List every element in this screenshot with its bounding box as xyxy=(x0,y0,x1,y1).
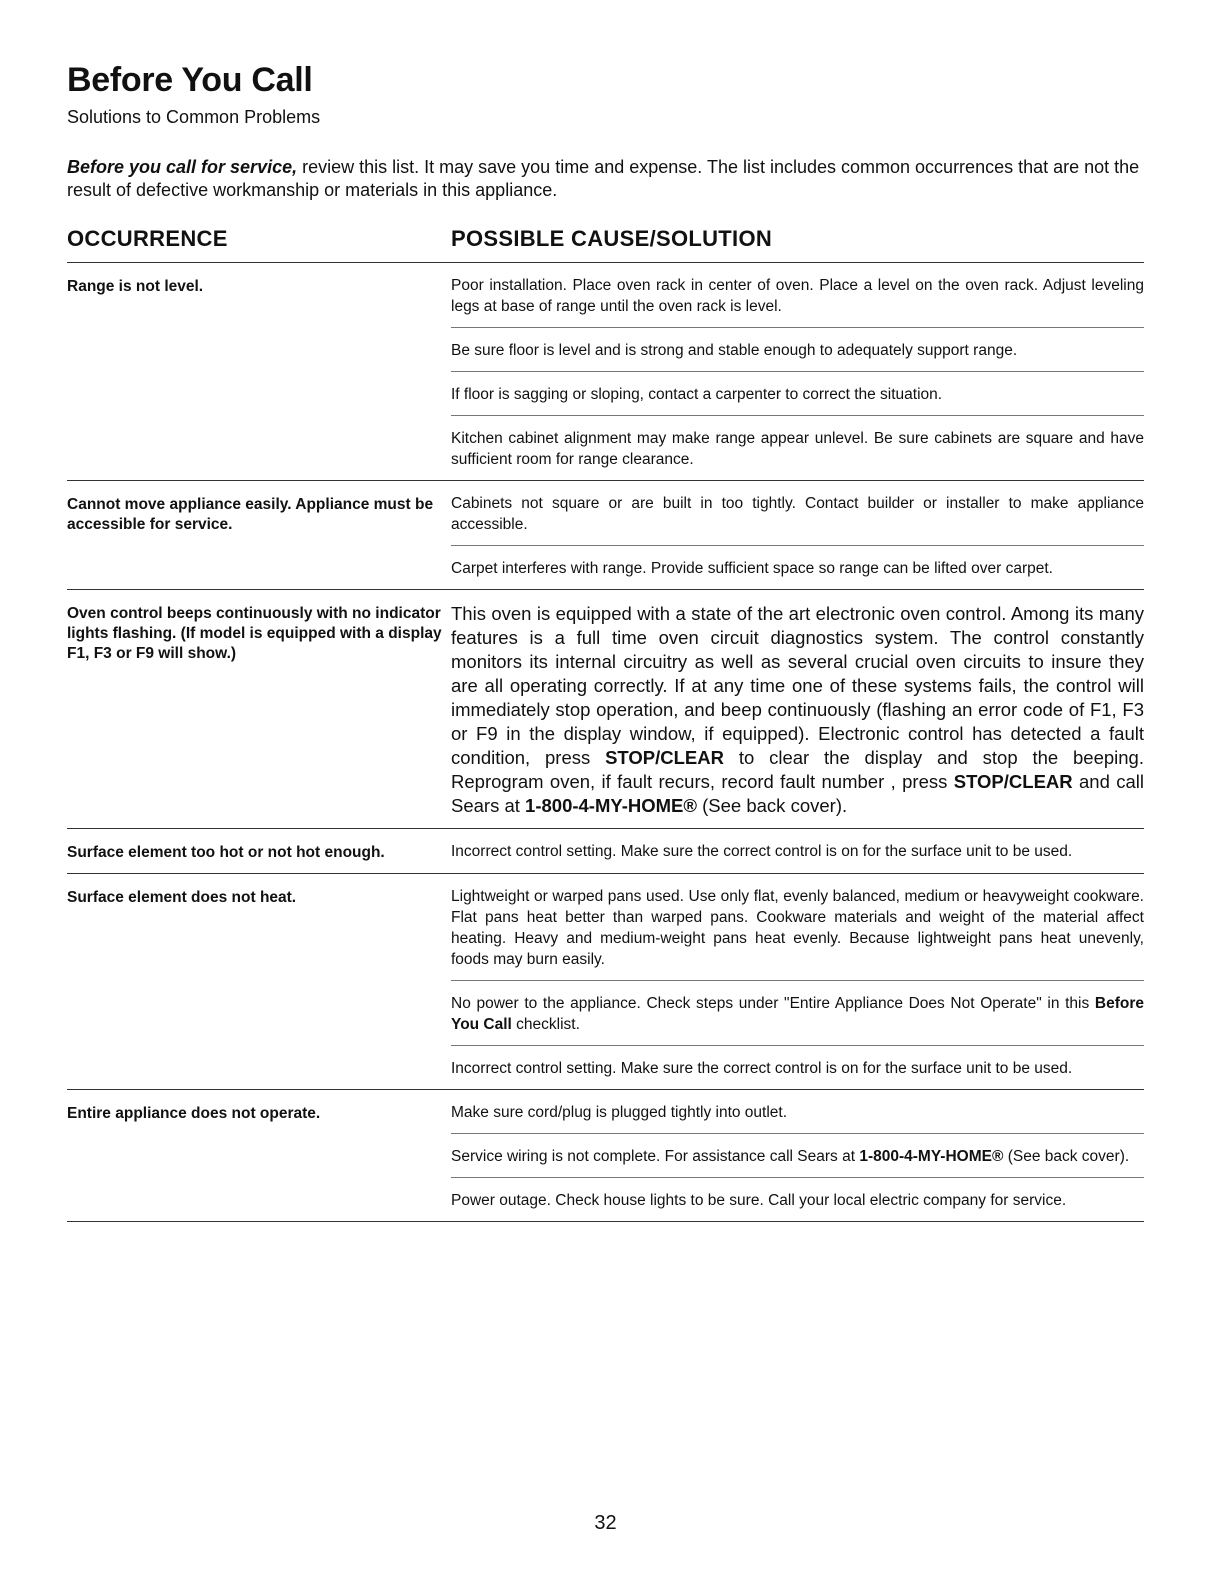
table-row xyxy=(67,829,1144,874)
occurrence-label: Oven control beeps continuously with no indicator lights flashing. (If model is equipped with a display F1, F3 or F9 will show.) xyxy=(67,605,442,662)
emphasis-text: Before You Call xyxy=(451,995,1144,1033)
occurrence-column-heading: OCCURRENCE xyxy=(67,226,228,251)
solution-item: Carpet interferes with range. Provide sufficient space so range can be lifted over carpet. xyxy=(451,560,1053,577)
solution-item: Cabinets not square or are built in too tightly. Contact builder or installer to make appliance accessible. xyxy=(451,481,1144,546)
occurrence-label: Surface element too hot or not hot enough. xyxy=(67,844,385,861)
intro-lead: Before you call for service, xyxy=(67,157,298,177)
intro-paragraph xyxy=(67,156,1144,202)
solution-item: Incorrect control setting. Make sure the correct control is on for the surface unit to be used. xyxy=(451,1060,1073,1077)
emphasis-text: STOP/CLEAR xyxy=(953,771,1073,792)
table-header xyxy=(67,226,1144,263)
troubleshooting-table xyxy=(67,263,1144,1222)
solution-list xyxy=(451,481,1144,589)
solution-text: checklist. xyxy=(511,1016,580,1033)
solution-text: to clear the display and stop the beeping. Reprogram oven, if fault recurs, record fault number , press xyxy=(451,747,1144,792)
solution-item: Incorrect control setting. Make sure the correct control is on for the surface unit to be used. xyxy=(451,843,1073,860)
table-row xyxy=(67,590,1144,829)
occurrence-label: Entire appliance does not operate. xyxy=(67,1105,321,1122)
solution-text: (See back cover). xyxy=(697,795,848,816)
solution-item: Be sure floor is level and is strong and stable enough to adequately support range. xyxy=(451,328,1144,372)
table-row xyxy=(67,874,1144,1090)
solution-list xyxy=(451,1090,1144,1221)
solution-column-heading: POSSIBLE CAUSE/SOLUTION xyxy=(451,226,773,251)
solution-list xyxy=(451,590,1144,828)
solution-item: Lightweight or warped pans used. Use only flat, evenly balanced, medium or heavyweight cookware. Flat pans heat better than warped pans. Cookware materials and weight of the material affect heating. Heavy and medium-weight pans heat evenly. Because lightweight pans heat unevenly, foods may burn easily. xyxy=(451,874,1144,981)
solution-text: No power to the appliance. Check steps under "Entire Appliance Does Not Operate" in this xyxy=(451,995,1095,1012)
solution-list xyxy=(451,874,1144,1089)
page-title: Before You Call xyxy=(67,61,313,99)
solution-item: Make sure cord/plug is plugged tightly into outlet. xyxy=(451,1090,1144,1134)
table-row xyxy=(67,481,1144,590)
occurrence-label: Surface element does not heat. xyxy=(67,889,297,906)
solution-item: Power outage. Check house lights to be sure. Call your local electric company for service. xyxy=(451,1192,1067,1209)
solution-text: Service wiring is not complete. For assistance call Sears at xyxy=(451,1148,860,1165)
solution-list xyxy=(451,263,1144,480)
page-number: 32 xyxy=(594,1512,617,1534)
table-row xyxy=(67,263,1144,481)
solution-item xyxy=(451,981,1144,1046)
occurrence-label: Cannot move appliance easily. Appliance must be accessible for service. xyxy=(67,496,434,533)
page-subtitle: Solutions to Common Problems xyxy=(67,107,321,127)
solution-text: and call Sears at xyxy=(451,771,1144,816)
solution-item xyxy=(451,590,1144,828)
emphasis-text: STOP/CLEAR xyxy=(605,747,724,768)
solution-item xyxy=(451,1134,1144,1178)
page xyxy=(67,60,1144,1222)
solution-item: Kitchen cabinet alignment may make range appear unlevel. Be sure cabinets are square and have sufficient room for range clearance. xyxy=(451,430,1144,468)
solution-text: (See back cover). xyxy=(1003,1148,1130,1165)
occurrence-label: Range is not level. xyxy=(67,278,204,295)
emphasis-text: 1-800-4-MY-HOME® xyxy=(859,1148,1004,1165)
emphasis-text: 1-800-4-MY-HOME® xyxy=(525,795,697,816)
intro-text: review this list. It may save you time and expense. The list includes common occurrences that are not the result of defective workmanship or materials in this appliance. xyxy=(67,157,1140,200)
solution-list xyxy=(451,829,1144,873)
solution-item: Poor installation. Place oven rack in center of oven. Place a level on the oven rack. Adjust leveling legs at base of range until the oven rack is level. xyxy=(451,263,1144,328)
table-row xyxy=(67,1090,1144,1222)
solution-text: This oven is equipped with a state of the art electronic oven control. Among its many features is a full time oven circuit diagnostics system. The control constantly monitors its internal circuitry as well as several crucial oven circuits to insure they are all operating correctly. If at any time one of these systems fails, the control will immediately stop operation, and beep continuously (flashing an error code of F1, F3 or F9 in the display window, if equipped). Electronic control has detected a fault condition, press xyxy=(451,603,1144,768)
solution-item: If floor is sagging or sloping, contact a carpenter to correct the situation. xyxy=(451,372,1144,416)
